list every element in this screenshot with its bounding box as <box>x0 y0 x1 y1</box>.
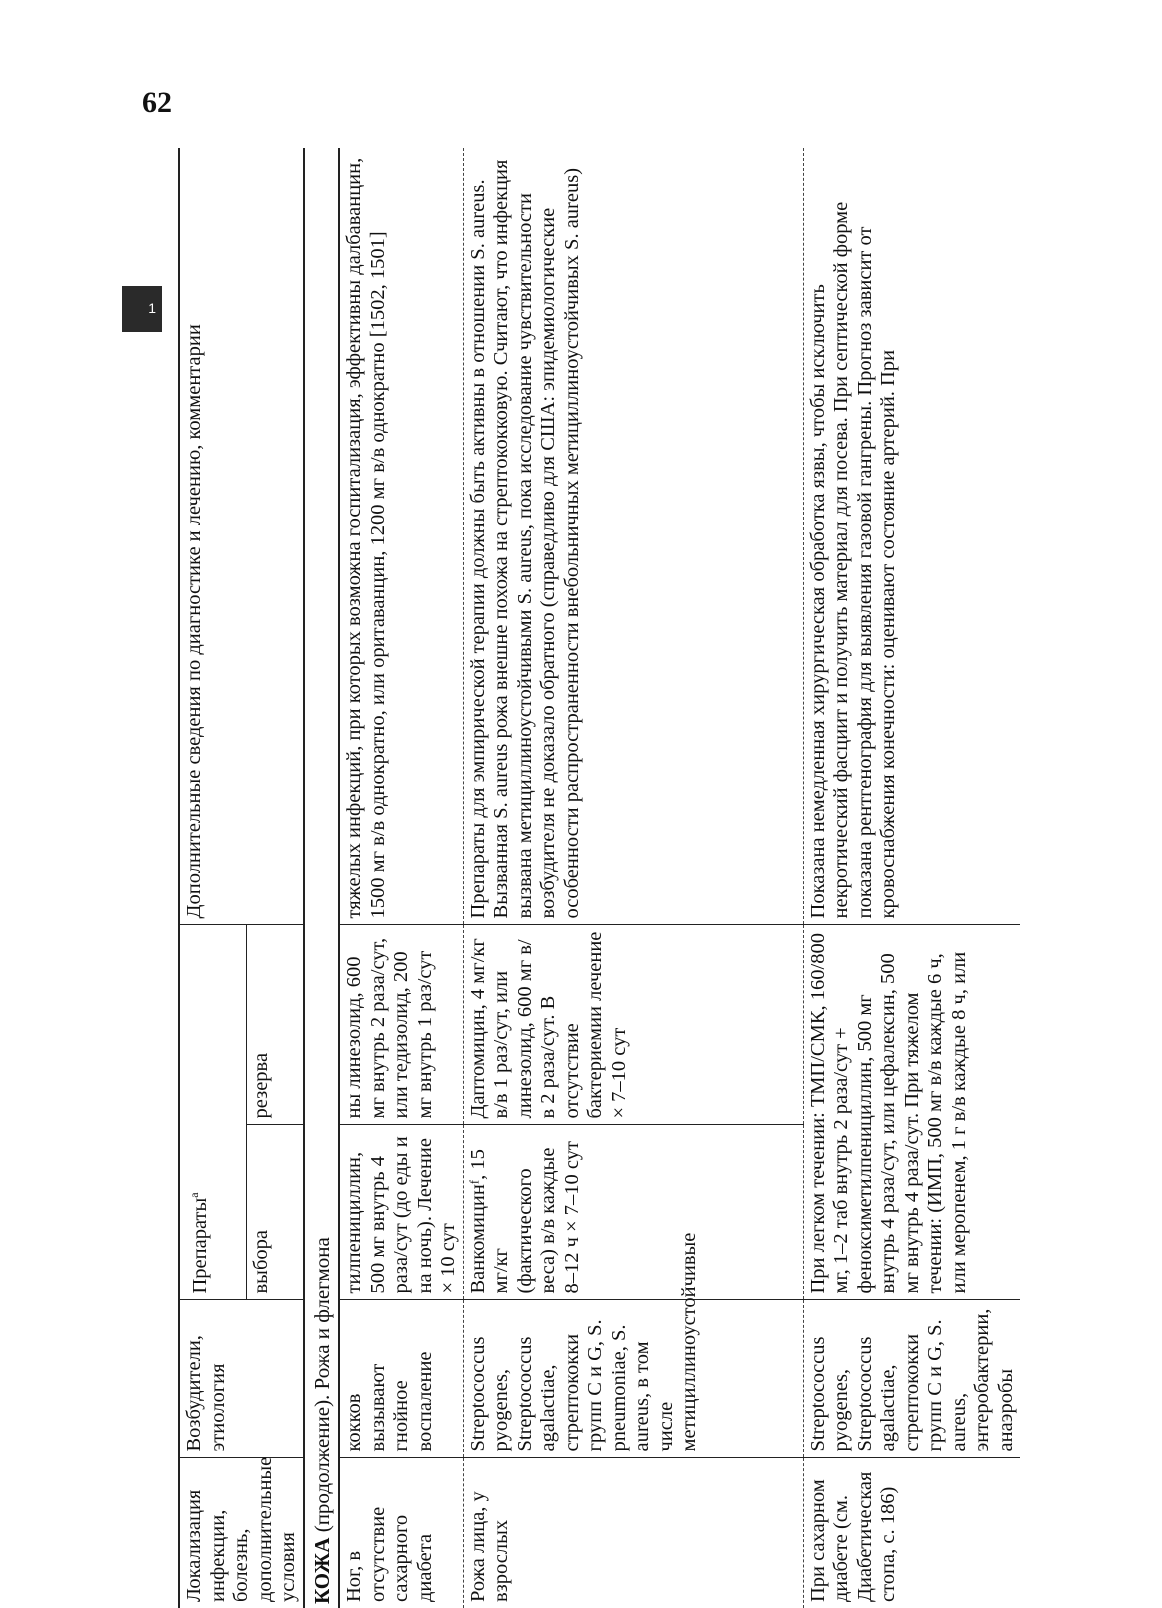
cell-choice-reserve: При легком течении: ТМП/СМК, 160/800 мг, 1–2 таб внутрь 2 раза/сут + феноксиметилпенициллин, 500 мг внутрь 4 раза/сут, или цефалексин, 500 мг внутрь 4 раза/сут. При тяжелом течении: (ИМП, 500 мг в/в каждые 6 ч, или меропенем, 1 г в/в каждые 8 ч, или <box>803 925 1020 1300</box>
rotated-table-container <box>178 148 1048 1608</box>
section-title-bold: КОЖА <box>309 1537 334 1604</box>
header-drugs-choice: выбора <box>247 1125 304 1300</box>
cell-location: Ног, в отсутствие сахарного диабета <box>339 1458 463 1608</box>
section-title-rest: (продолжение). Рожа и флегмона <box>309 1237 334 1538</box>
cell-location: Рожа лица, у взрослых <box>463 1458 803 1608</box>
antibiotic-table <box>178 148 1020 1608</box>
cell-comments: Показана немедленная хирургическая обработка язвы, чтобы исключить некротический фасциит и получить материал для посева. При септической форме показана рентгенография для выявления газовой гангрены. Прогноз зависит от кровоснабжения конечности: оценивают состояние артерий. При <box>803 148 1020 925</box>
cell-pathogens: кокков вызывают гнойное воспаление <box>339 1300 463 1458</box>
table-row <box>463 148 803 1608</box>
cell-comments: Препараты для эмпирической терапии должны быть активны в отношении S. aureus. Вызванная S. aureus рожа внешне похожа на стрептококковую. Считают, что инфекция вызвана метициллиноустойчивыми S. aureus, пока исследование чувствительности возбудителя не доказало обратного (справедливо для США: эпидемиологические особенности распространенности внебольничных метициллиноустойчивых S. aureus) <box>463 148 803 925</box>
page-number: 62 <box>142 86 172 119</box>
cell-location: При сахарном диабете (см. Диабетическая стопа, с. 186) <box>803 1458 1020 1608</box>
cell-pathogens: Streptococcus pyogenes, Streptococcus agalactiae, стрептококки групп C и G, S. pneumoniae, S. aureus, в том числе метициллиноустойчивые <box>463 1300 803 1458</box>
header-location: Локализация инфекции, болезнь, дополнительные условия <box>179 1458 304 1608</box>
cell-reserve: ны линезолид, 600 мг внутрь 2 раза/сут, или тедизолид, 200 мг внутрь 1 раз/сут <box>339 925 463 1125</box>
chapter-tab: 1 <box>122 286 162 332</box>
header-comments: Дополнительные сведения по диагностике и лечению, комментарии <box>179 148 304 925</box>
cell-choice: тилпенициллин, 500 мг внутрь 4 раза/сут (до еды и на ночь). Лечение × 10 сут <box>339 1125 463 1300</box>
table-row <box>339 148 463 1608</box>
header-drugs-label: Препараты <box>188 1197 211 1294</box>
table-row <box>803 148 1020 1608</box>
cell-comments: тяжелых инфекций, при которых возможна госпитализация, эффективны далбаванцин, 1500 мг в/в однократно, или оритаванцин, 1200 мг в/в однократно [1502, 1501] <box>339 148 463 925</box>
cell-reserve: Даптомицин, 4 мг/кг в/в 1 раз/сут, или линезолид, 600 мг в/в 2 раза/сут. В отсутствие бактериемии лечение × 7–10 сут <box>463 925 803 1125</box>
header-drugs-reserve: резерва <box>247 925 304 1125</box>
header-pathogens: Возбудители, этиология <box>179 1300 304 1458</box>
section-title <box>304 148 340 1608</box>
header-drugs-sup: а <box>187 1192 201 1198</box>
cell-choice: Ванкомицинᶠ, 15 мг/кг (фактического веса) в/в каждые 8–12 ч × 7–10 сут <box>463 1125 803 1300</box>
cell-pathogens: Streptococcus pyogenes, Streptococcus agalactiae, стрептококки групп C и G, S. aureus, энтеробактерии, анаэробы <box>803 1300 1020 1458</box>
header-drugs <box>179 925 247 1300</box>
